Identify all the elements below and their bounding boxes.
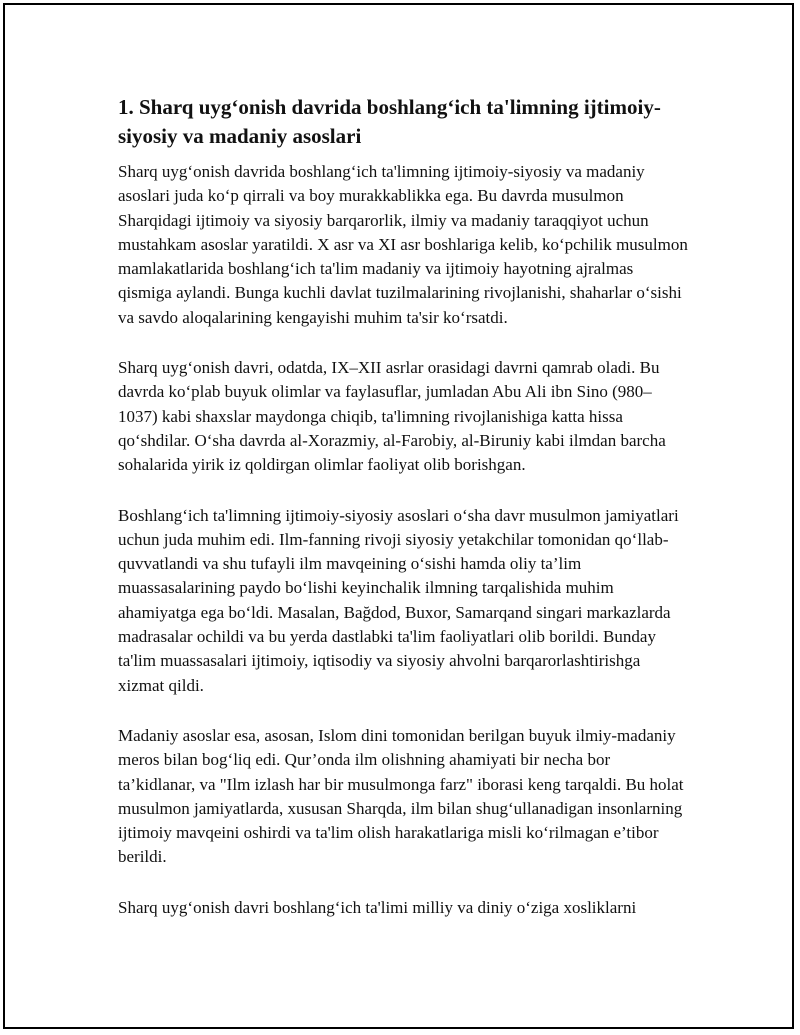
paragraph-3: Boshlang‘ich ta'limning ijtimoiy-siyosiy asoslari o‘sha davr musulmon jamiyatlari uchun juda muhim edi. Ilm-fanning rivoji siyosiy yetakchilar tomonidan qo‘llab-quvvatlandi va shu tufayli ilm mavqeining o‘sishi hamda oliy ta’lim muassasalarining paydo bo‘lishi keyinchalik ilmning tarqalishida muhim ahamiyatga ega bo‘ldi. Masalan, Bağdod, Buxor, Samarqand singari markazlarda madrasalar ochildi va bu yerda dastlabki ta'lim faoliyatlari olib borildi. Bunday ta'lim muassasalari ijtimoiy, iqtisodiy va siyosiy ahvolni barqarorlashtirishga xizmat qildi. [118,505,679,695]
paragraph-2: Sharq uyg‘onish davri, odatda, IX–XII asrlar orasidagi davrni qamrab oladi. Bu davrda ko‘plab buyuk olimlar va faylasuflar, jumladan Abu Ali ibn Sino (980–1037) kabi shaxslar maydonga chiqib, ta'limning rivojlanishiga katta hissa qo‘shdilar. O‘sha davrda al-Xorazmiy, al-Farobiy, al-Biruniy kabi ilmdan barcha sohalarida yirik iz qoldirgan olimlar faoliyat olib borishgan. [118,358,666,475]
document-body [118,93,690,946]
paragraph-4: Madaniy asoslar esa, asosan, Islom dini tomonidan berilgan buyuk ilmiy-madaniy meros bilan bog‘liq edi. Qur’onda ilm olishning ahamiyati bir necha bor ta’kidlanar, va "Ilm izlash har bir musulmonga farz" iborasi keng tarqaldi. Bu holat musulmon jamiyatlarda, xususan Sharqda, ilm bilan shug‘ullanadigan insonlarning ijtimoiy mavqeini oshirdi va ta'lim olish harakatlariga misli ko‘rilmagan e’tibor berildi. [118,725,684,867]
section-heading: 1. Sharq uyg‘onish davrida boshlang‘ich ta'limning ijtimoiy-siyosiy va madaniy asoslari [118,95,661,148]
paragraph-1: Sharq uyg‘onish davrida boshlang‘ich ta'limning ijtimoiy-siyosiy va madaniy asoslari juda ko‘p qirrali va boy murakkablikka ega. Bu davrda musulmon Sharqidagi ijtimoiy va siyosiy barqarorlik, ilmiy va madaniy taraqqiyot uchun mustahkam asoslar yaratildi. X asr va XI asr boshlariga kelib, ko‘pchilik musulmon mamlakatlarida boshlang‘ich ta'lim madaniy va ijtimoiy hayotning ajralmas qismiga aylandi. Bunga kuchli davlat tuzilmalarining rivojlanishi, shaharlar o‘sishi va savdo aloqalarining kengayishi muhim ta'sir ko‘rsatdi. [118,162,688,327]
paragraph-5: Sharq uyg‘onish davri boshlang‘ich ta'limi milliy va diniy o‘ziga xosliklarni [118,897,637,917]
